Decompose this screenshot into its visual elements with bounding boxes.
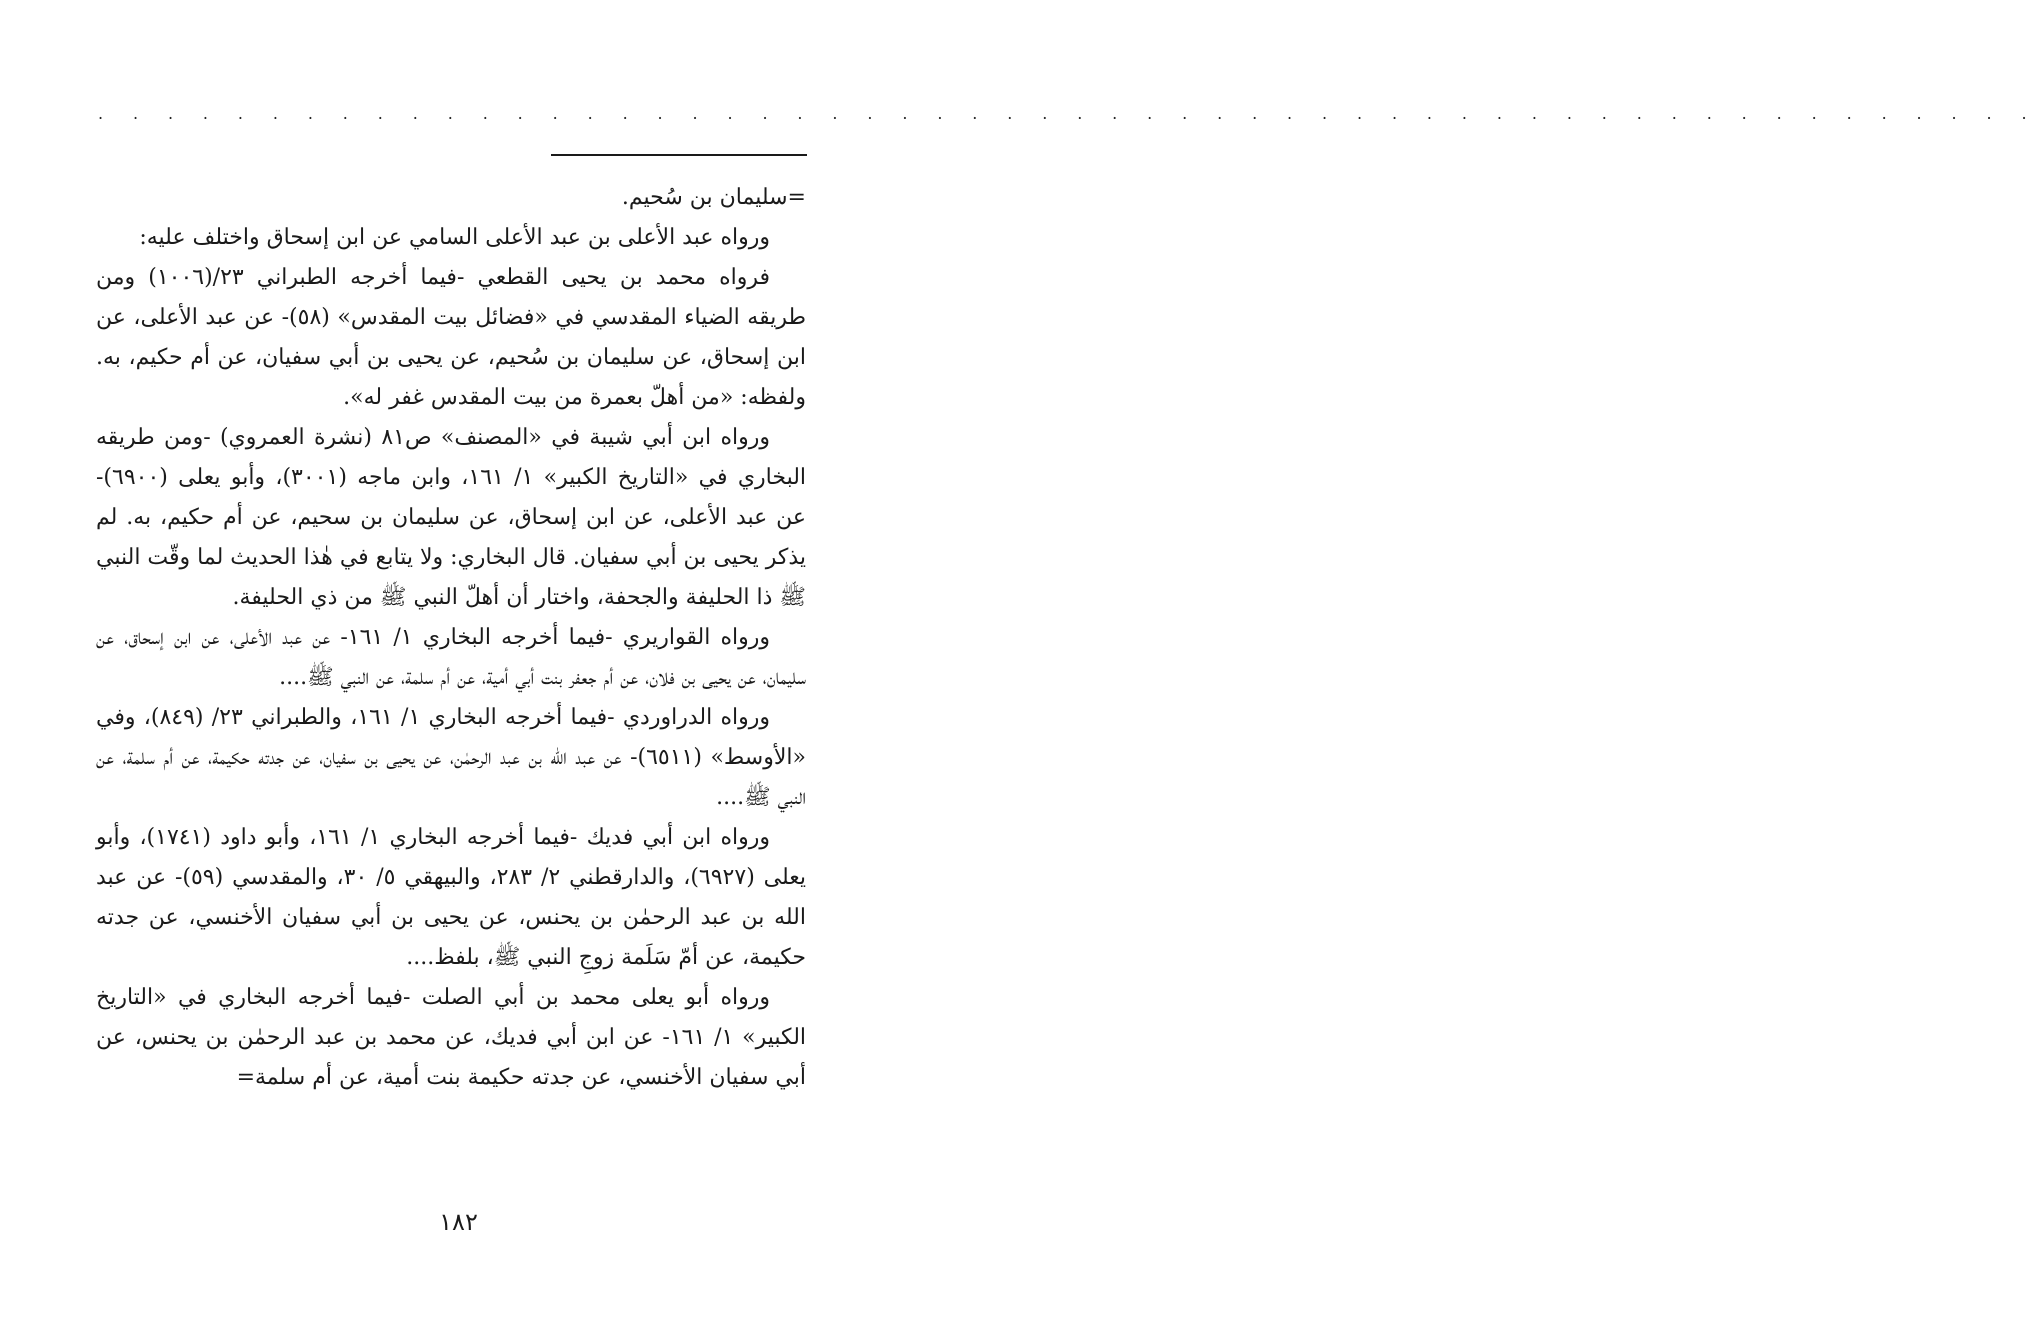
paragraph: فرواه محمد بن يحيى القطعي -فيما أخرجه الطبراني ٢٣/(١٠٠٦) ومن طريقه الضياء المقدسي في «فضائل بيت المقدس» (٥٨)- عن عبد الأعلى، عن ابن إسحاق، عن سليمان بن سُحيم، عن يحيى بن أبي سفيان، عن أم حكيم، به. ولفظه: «من أهلّ بعمرة من بيت المقدس غفر له». <box>96 265 806 410</box>
paragraph: ورواه الدراوردي -فيما أخرجه البخاري ١/ ١٦١، والطبراني ٢٣/ (٨٤٩)، وفي «الأوسط» (٦٥١١)- عن عبد الله بن عبد الرحمٰن، عن يحيى بن سفيان، عن جدته حكيمة، عن أم سلمة، عن النبي ﷺ.... <box>96 705 806 810</box>
page-number: ١٨٢ <box>439 1208 478 1236</box>
footnote-text <box>96 178 806 1098</box>
separator-dots: . . . . . . . . . . . . . . . . . . . . . . . . . . . . . . . . . . . . . . . . . . . . . . . . . . . . . . . . <box>98 104 2039 123</box>
paragraph: ورواه ابن أبي شيبة في «المصنف» ص٨١ (نشرة العمروي) -ومن طريقه البخاري في «التاريخ الكبير» ١/ ١٦١، وابن ماجه (٣٠٠١)، وأبو يعلى (٦٩٠٠)- عن عبد الأعلى، عن ابن إسحاق، عن سليمان بن سحيم، عن أم حكيم، به. لم يذكر يحيى بن أبي سفيان. قال البخاري: ولا يتابع في هٰذا الحديث لما وقّت النبي ﷺ ذا الحليفة والجحفة، واختار أن أهلّ النبي ﷺ من ذي الحليفة. <box>96 425 807 610</box>
paragraph: ورواه القواريري -فيما أخرجه البخاري ١/ ١٦١- عن عبد الأعلى، عن ابن إسحاق، عن سليمان، عن يحيى بن فلان، عن أم جعفر بنت أبي أمية، عن أم سلمة، عن النبي ﷺ.... <box>96 625 806 690</box>
paragraph: ورواه عبد الأعلى بن عبد الأعلى السامي عن ابن إسحاق واختلف عليه: <box>139 225 770 250</box>
paragraph: ورواه ابن أبي فديك -فيما أخرجه البخاري ١/ ١٦١، وأبو داود (١٧٤١)، وأبو يعلى (٦٩٢٧)، والدارقطني ٢/ ٢٨٣، والبيهقي ٥/ ٣٠، والمقدسي (٥٩)- عن عبد الله بن عبد الرحمٰن بن يحنس، عن يحيى بن أبي سفيان الأخنسي، عن جدته حكيمة، عن أمّ سَلَمة زوجِ النبي ﷺ، بلفظ.... <box>96 825 807 970</box>
paragraph: ورواه أبو يعلى محمد بن أبي الصلت -فيما أخرجه البخاري في «التاريخ الكبير» ١/ ١٦١- عن ابن أبي فديك، عن محمد بن عبد الرحمٰن بن يحنس، عن أبي سفيان الأخنسي، عن جدته حكيمة بنت أمية، عن أم سلمة= <box>96 985 807 1090</box>
paragraph-continuation: =سليمان بن سُحيم. <box>621 185 806 210</box>
footnote-rule <box>551 154 807 156</box>
